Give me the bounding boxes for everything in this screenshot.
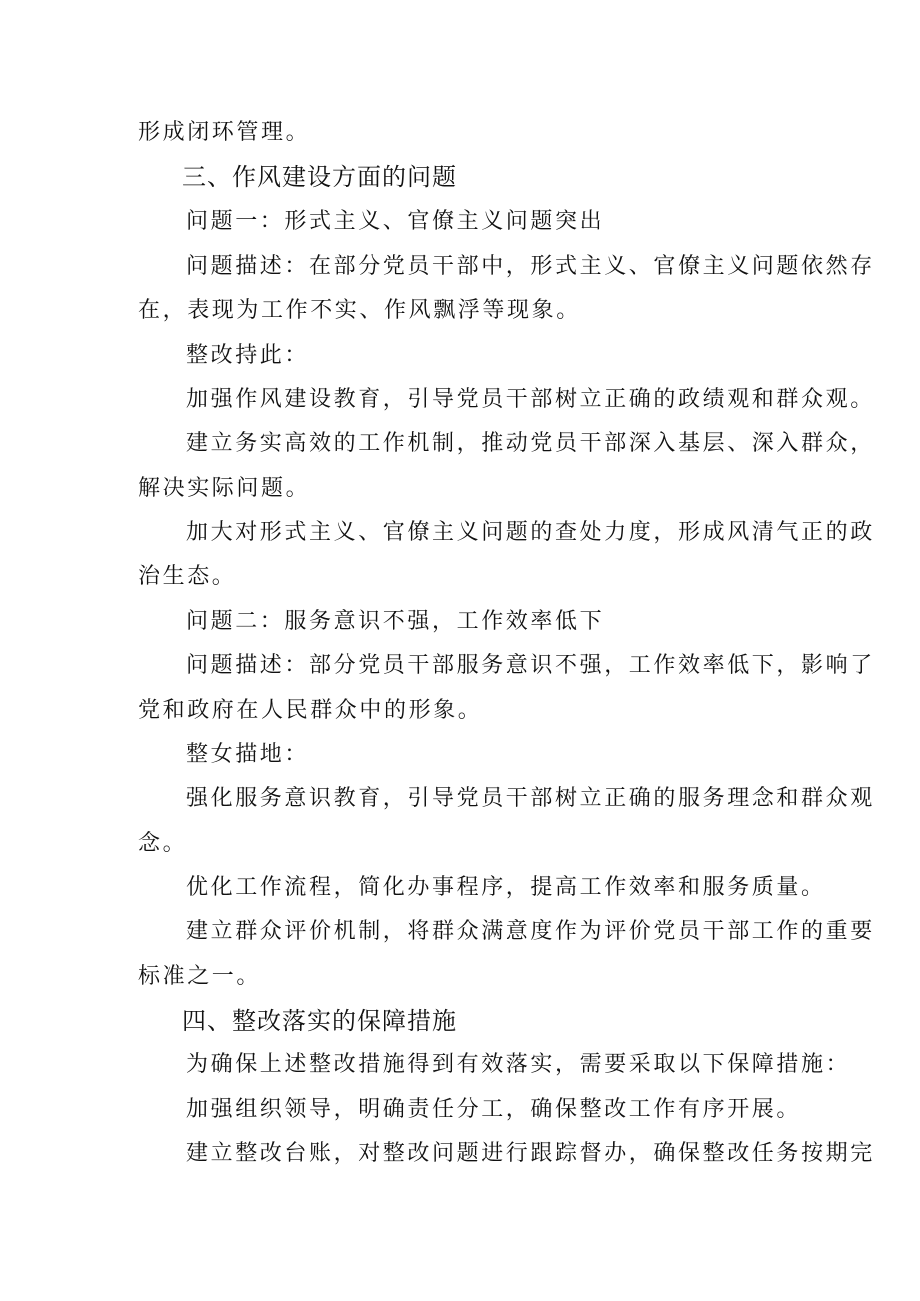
paragraph-line: 问题描述：部分党员干部服务意识不强，工作效率低下，影响了 <box>186 653 875 678</box>
problem-title: 问题一：形式主义、官僚主义问题突出 <box>186 209 605 234</box>
paragraph-line: 问题描述：在部分党员干部中，形式主义、官僚主义问题依然存 <box>186 254 875 279</box>
paragraph-line: 为确保上述整改措施得到有效落实，需要采取以下保障措施： <box>186 1052 851 1077</box>
paragraph-line: 在，表现为工作不实、作风飘浮等现象。 <box>138 298 581 323</box>
paragraph-line: 加强作风建设教育，引导党员干部树立正确的政绩观和群众观。 <box>186 387 875 412</box>
subheading: 整改持此： <box>186 343 310 368</box>
problem-title: 问题二：服务意识不强，工作效率低下 <box>186 609 605 634</box>
section-heading: 四、整改落实的保障措施 <box>182 1007 457 1035</box>
paragraph-line: 建立务实高效的工作机制，推动党员干部深入基层、深入群众， <box>186 431 875 456</box>
paragraph-line: 念。 <box>138 831 188 856</box>
subheading: 整女描地： <box>186 742 310 767</box>
paragraph-line: 治生态。 <box>138 564 237 589</box>
paragraph-line: 强化服务意识教育，引导党员干部树立正确的服务理念和群众观 <box>186 786 875 811</box>
paragraph-line: 标准之一。 <box>138 964 262 989</box>
paragraph-line: 形成闭环管理。 <box>138 120 311 145</box>
paragraph-line: 解决实际问题。 <box>138 476 311 501</box>
paragraph-line: 建立整改台账，对整改问题进行跟踪督办，确保整改任务按期完 <box>186 1141 875 1166</box>
paragraph-line: 优化工作流程，简化办事程序，提高工作效率和服务质量。 <box>186 875 826 900</box>
section-heading: 三、作风建设方面的问题 <box>182 163 457 191</box>
paragraph-line: 党和政府在人民群众中的形象。 <box>138 698 483 723</box>
paragraph-line: 加强组织领导，明确责任分工，确保整改工作有序开展。 <box>186 1097 802 1122</box>
paragraph-line: 加大对形式主义、官僚主义问题的查处力度，形成风清气正的政 <box>186 520 875 545</box>
paragraph-line: 建立群众评价机制，将群众满意度作为评价党员干部工作的重要 <box>186 919 875 944</box>
